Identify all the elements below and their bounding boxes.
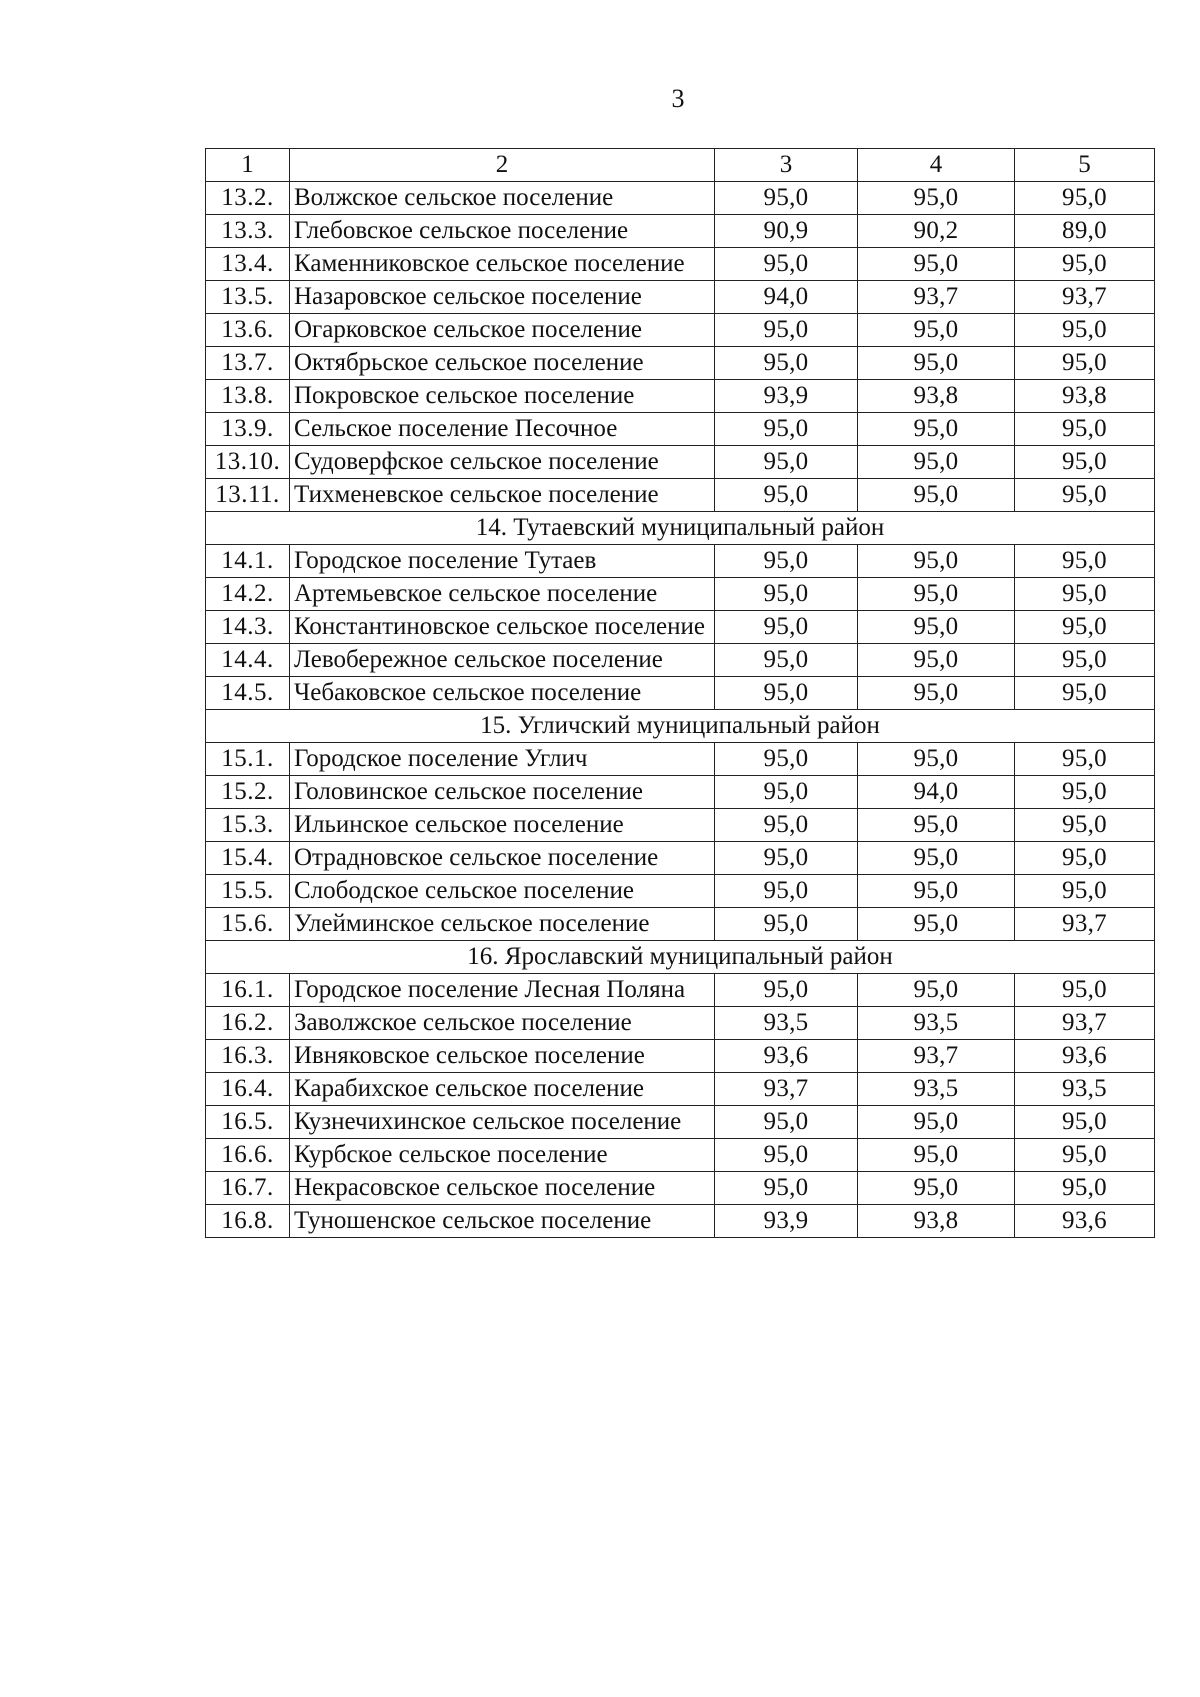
settlement-name: Тихменевское сельское поселение	[290, 479, 715, 512]
settlement-name: Судоверфское сельское поселение	[290, 446, 715, 479]
value-col-3: 95,0	[715, 578, 858, 611]
value-col-4: 93,5	[858, 1007, 1015, 1040]
settlement-name: Каменниковское сельское поселение	[290, 248, 715, 281]
value-col-3: 95,0	[715, 974, 858, 1007]
settlements-table	[205, 148, 1155, 1238]
settlement-name: Ильинское сельское поселение	[290, 809, 715, 842]
row-number: 13.8.	[206, 380, 290, 413]
value-col-3: 95,0	[715, 776, 858, 809]
value-col-3: 93,9	[715, 1205, 858, 1238]
table-row	[206, 809, 1155, 842]
row-number: 15.1.	[206, 743, 290, 776]
settlement-name: Некрасовское сельское поселение	[290, 1172, 715, 1205]
column-header: 2	[290, 149, 715, 182]
table-row	[206, 215, 1155, 248]
value-col-3: 93,9	[715, 380, 858, 413]
table-row	[206, 1106, 1155, 1139]
value-col-3: 95,0	[715, 743, 858, 776]
settlement-name: Левобережное сельское поселение	[290, 644, 715, 677]
settlement-name: Артемьевское сельское поселение	[290, 578, 715, 611]
row-number: 14.2.	[206, 578, 290, 611]
value-col-4: 95,0	[858, 842, 1015, 875]
settlement-name: Кузнечихинское сельское поселение	[290, 1106, 715, 1139]
settlement-name: Константиновское сельское поселение	[290, 611, 715, 644]
value-col-4: 95,0	[858, 974, 1015, 1007]
value-col-5: 95,0	[1015, 248, 1155, 281]
value-col-4: 93,7	[858, 1040, 1015, 1073]
value-col-3: 95,0	[715, 677, 858, 710]
value-col-5: 95,0	[1015, 446, 1155, 479]
table-row	[206, 1073, 1155, 1106]
settlement-name: Волжское сельское поселение	[290, 182, 715, 215]
value-col-3: 93,7	[715, 1073, 858, 1106]
settlement-name: Назаровское сельское поселение	[290, 281, 715, 314]
value-col-5: 95,0	[1015, 743, 1155, 776]
section-title: 14. Тутаевский муниципальный район	[206, 512, 1155, 545]
row-number: 15.4.	[206, 842, 290, 875]
value-col-3: 95,0	[715, 875, 858, 908]
value-col-5: 95,0	[1015, 479, 1155, 512]
row-number: 16.5.	[206, 1106, 290, 1139]
table-row	[206, 1007, 1155, 1040]
value-col-3: 95,0	[715, 479, 858, 512]
value-col-4: 95,0	[858, 875, 1015, 908]
settlement-name: Ивняковское сельское поселение	[290, 1040, 715, 1073]
settlement-name: Городское поселение Углич	[290, 743, 715, 776]
value-col-3: 95,0	[715, 545, 858, 578]
value-col-3: 95,0	[715, 842, 858, 875]
value-col-5: 95,0	[1015, 776, 1155, 809]
row-number: 13.3.	[206, 215, 290, 248]
value-col-5: 95,0	[1015, 314, 1155, 347]
table-row	[206, 644, 1155, 677]
table-row	[206, 974, 1155, 1007]
value-col-4: 95,0	[858, 248, 1015, 281]
value-col-5: 93,6	[1015, 1205, 1155, 1238]
row-number: 16.8.	[206, 1205, 290, 1238]
table-row	[206, 248, 1155, 281]
value-col-4: 95,0	[858, 182, 1015, 215]
section-row	[206, 941, 1155, 974]
settlement-name: Сельское поселение Песочное	[290, 413, 715, 446]
row-number: 16.4.	[206, 1073, 290, 1106]
value-col-4: 95,0	[858, 413, 1015, 446]
value-col-5: 95,0	[1015, 809, 1155, 842]
value-col-4: 95,0	[858, 347, 1015, 380]
value-col-4: 93,5	[858, 1073, 1015, 1106]
column-header: 5	[1015, 149, 1155, 182]
settlement-name: Городское поселение Лесная Поляна	[290, 974, 715, 1007]
value-col-5: 95,0	[1015, 347, 1155, 380]
value-col-4: 95,0	[858, 545, 1015, 578]
table-row	[206, 347, 1155, 380]
value-col-5: 95,0	[1015, 611, 1155, 644]
column-header: 3	[715, 149, 858, 182]
table-row	[206, 743, 1155, 776]
value-col-3: 95,0	[715, 1106, 858, 1139]
row-number: 16.6.	[206, 1139, 290, 1172]
value-col-5: 95,0	[1015, 644, 1155, 677]
value-col-3: 95,0	[715, 644, 858, 677]
table-row	[206, 281, 1155, 314]
table-row	[206, 677, 1155, 710]
row-number: 13.6.	[206, 314, 290, 347]
value-col-4: 95,0	[858, 644, 1015, 677]
row-number: 16.7.	[206, 1172, 290, 1205]
value-col-4: 95,0	[858, 809, 1015, 842]
row-number: 14.3.	[206, 611, 290, 644]
value-col-3: 95,0	[715, 908, 858, 941]
value-col-4: 93,7	[858, 281, 1015, 314]
value-col-3: 95,0	[715, 809, 858, 842]
settlement-name: Покровское сельское поселение	[290, 380, 715, 413]
settlement-name: Слободское сельское поселение	[290, 875, 715, 908]
table-row	[206, 446, 1155, 479]
value-col-5: 95,0	[1015, 182, 1155, 215]
settlement-name: Глебовское сельское поселение	[290, 215, 715, 248]
value-col-5: 95,0	[1015, 842, 1155, 875]
settlement-name: Отрадновское сельское поселение	[290, 842, 715, 875]
value-col-4: 95,0	[858, 908, 1015, 941]
value-col-4: 95,0	[858, 1139, 1015, 1172]
column-header: 1	[206, 149, 290, 182]
value-col-3: 95,0	[715, 248, 858, 281]
table-row	[206, 1205, 1155, 1238]
row-number: 16.3.	[206, 1040, 290, 1073]
table-row	[206, 842, 1155, 875]
value-col-5: 95,0	[1015, 413, 1155, 446]
value-col-3: 95,0	[715, 347, 858, 380]
value-col-3: 95,0	[715, 314, 858, 347]
value-col-4: 95,0	[858, 1172, 1015, 1205]
settlement-name: Карабихское сельское поселение	[290, 1073, 715, 1106]
row-number: 15.5.	[206, 875, 290, 908]
table-row	[206, 182, 1155, 215]
value-col-4: 93,8	[858, 380, 1015, 413]
section-row	[206, 710, 1155, 743]
value-col-4: 95,0	[858, 578, 1015, 611]
table-body	[206, 149, 1155, 1238]
row-number: 14.1.	[206, 545, 290, 578]
value-col-5: 93,8	[1015, 380, 1155, 413]
page-number: 3	[671, 84, 685, 113]
value-col-5: 89,0	[1015, 215, 1155, 248]
table-row	[206, 1172, 1155, 1205]
row-number: 13.10.	[206, 446, 290, 479]
table-row	[206, 380, 1155, 413]
table-header-row	[206, 149, 1155, 182]
value-col-5: 95,0	[1015, 1139, 1155, 1172]
value-col-3: 95,0	[715, 1139, 858, 1172]
table-row	[206, 776, 1155, 809]
value-col-5: 95,0	[1015, 1172, 1155, 1205]
value-col-3: 95,0	[715, 1172, 858, 1205]
table-row	[206, 578, 1155, 611]
column-header: 4	[858, 149, 1015, 182]
value-col-5: 95,0	[1015, 1106, 1155, 1139]
value-col-4: 90,2	[858, 215, 1015, 248]
row-number: 16.2.	[206, 1007, 290, 1040]
row-number: 13.11.	[206, 479, 290, 512]
value-col-3: 94,0	[715, 281, 858, 314]
value-col-3: 95,0	[715, 413, 858, 446]
value-col-4: 95,0	[858, 611, 1015, 644]
table-row	[206, 413, 1155, 446]
settlement-name: Городское поселение Тутаев	[290, 545, 715, 578]
value-col-4: 95,0	[858, 743, 1015, 776]
value-col-4: 95,0	[858, 314, 1015, 347]
value-col-3: 90,9	[715, 215, 858, 248]
table-row	[206, 908, 1155, 941]
settlement-name: Головинское сельское поселение	[290, 776, 715, 809]
table-row	[206, 545, 1155, 578]
row-number: 14.4.	[206, 644, 290, 677]
section-row	[206, 512, 1155, 545]
row-number: 15.3.	[206, 809, 290, 842]
section-title: 16. Ярославский муниципальный район	[206, 941, 1155, 974]
value-col-3: 93,6	[715, 1040, 858, 1073]
row-number: 13.7.	[206, 347, 290, 380]
table-row	[206, 314, 1155, 347]
row-number: 14.5.	[206, 677, 290, 710]
section-title: 15. Угличский муниципальный район	[206, 710, 1155, 743]
value-col-3: 95,0	[715, 182, 858, 215]
row-number: 13.9.	[206, 413, 290, 446]
settlement-name: Туношенское сельское поселение	[290, 1205, 715, 1238]
table-row	[206, 1040, 1155, 1073]
table-row	[206, 611, 1155, 644]
settlement-name: Курбское сельское поселение	[290, 1139, 715, 1172]
settlement-name: Чебаковское сельское поселение	[290, 677, 715, 710]
value-col-4: 95,0	[858, 446, 1015, 479]
value-col-4: 95,0	[858, 1106, 1015, 1139]
value-col-3: 95,0	[715, 611, 858, 644]
value-col-5: 95,0	[1015, 677, 1155, 710]
value-col-5: 93,7	[1015, 1007, 1155, 1040]
value-col-5: 95,0	[1015, 545, 1155, 578]
row-number: 15.6.	[206, 908, 290, 941]
row-number: 15.2.	[206, 776, 290, 809]
row-number: 13.2.	[206, 182, 290, 215]
value-col-5: 93,6	[1015, 1040, 1155, 1073]
settlement-name: Заволжское сельское поселение	[290, 1007, 715, 1040]
value-col-4: 93,8	[858, 1205, 1015, 1238]
table-row	[206, 1139, 1155, 1172]
value-col-5: 93,5	[1015, 1073, 1155, 1106]
value-col-4: 94,0	[858, 776, 1015, 809]
row-number: 16.1.	[206, 974, 290, 1007]
settlement-name: Огарковское сельское поселение	[290, 314, 715, 347]
value-col-3: 93,5	[715, 1007, 858, 1040]
value-col-4: 95,0	[858, 479, 1015, 512]
table-row	[206, 479, 1155, 512]
value-col-5: 93,7	[1015, 908, 1155, 941]
settlement-name: Октябрьское сельское поселение	[290, 347, 715, 380]
value-col-4: 95,0	[858, 677, 1015, 710]
row-number: 13.4.	[206, 248, 290, 281]
value-col-5: 95,0	[1015, 974, 1155, 1007]
value-col-5: 93,7	[1015, 281, 1155, 314]
table-row	[206, 875, 1155, 908]
value-col-5: 95,0	[1015, 875, 1155, 908]
value-col-5: 95,0	[1015, 578, 1155, 611]
settlement-name: Улейминское сельское поселение	[290, 908, 715, 941]
value-col-3: 95,0	[715, 446, 858, 479]
row-number: 13.5.	[206, 281, 290, 314]
